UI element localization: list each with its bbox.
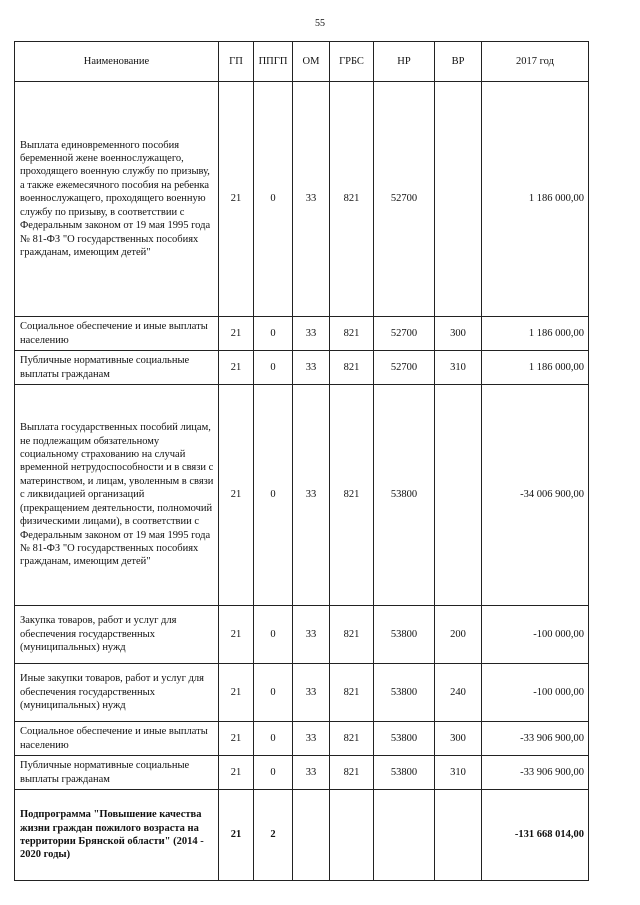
header-nr: НР	[374, 42, 435, 82]
header-om: ОМ	[293, 42, 330, 82]
table-row	[15, 722, 589, 756]
row-om: 33	[293, 722, 330, 756]
row-grbs: 821	[330, 664, 374, 722]
row-gp: 21	[219, 351, 254, 385]
row-name: Социальное обеспечение и иные выплаты населению	[15, 317, 219, 351]
row-gp: 21	[219, 722, 254, 756]
row-ppgp: 0	[254, 664, 293, 722]
row-ppgp: 0	[254, 722, 293, 756]
row-amount: -33 906 900,00	[482, 722, 589, 756]
table-row	[15, 790, 589, 881]
row-nr: 53800	[374, 385, 435, 606]
row-nr: 52700	[374, 317, 435, 351]
row-vr: 200	[435, 606, 482, 664]
row-ppgp: 0	[254, 82, 293, 317]
row-nr: 53800	[374, 722, 435, 756]
row-gp: 21	[219, 317, 254, 351]
row-gp: 21	[219, 606, 254, 664]
header-row	[15, 42, 589, 82]
row-amount: -100 000,00	[482, 606, 589, 664]
header-gp: ГП	[219, 42, 254, 82]
table-row	[15, 385, 589, 606]
row-vr	[435, 385, 482, 606]
table-row	[15, 82, 589, 317]
row-amount: 1 186 000,00	[482, 82, 589, 317]
table-row	[15, 351, 589, 385]
budget-table	[14, 41, 589, 881]
header-year: 2017 год	[482, 42, 589, 82]
row-name: Выплата единовременного пособия беременной жене военнослужащего, проходящего военную службу по призыву, а также ежемесячного пособия на ребенка военнослужащего, проходящего военную службу по призыву, в соответствии с Федеральным законом от 19 мая 1995 года № 81-ФЗ "О государственных пособиях гражданам, имеющим детей"	[15, 82, 219, 317]
row-grbs: 821	[330, 317, 374, 351]
row-grbs: 821	[330, 756, 374, 790]
row-vr	[435, 790, 482, 881]
row-nr: 53800	[374, 606, 435, 664]
row-nr: 53800	[374, 756, 435, 790]
row-nr: 52700	[374, 351, 435, 385]
row-om: 33	[293, 664, 330, 722]
row-vr: 310	[435, 756, 482, 790]
row-grbs: 821	[330, 385, 374, 606]
row-om: 33	[293, 606, 330, 664]
table-row	[15, 756, 589, 790]
row-ppgp: 0	[254, 317, 293, 351]
row-amount: -33 906 900,00	[482, 756, 589, 790]
row-ppgp: 0	[254, 756, 293, 790]
table-row	[15, 317, 589, 351]
row-vr	[435, 82, 482, 317]
row-grbs: 821	[330, 82, 374, 317]
row-amount: 1 186 000,00	[482, 317, 589, 351]
row-grbs: 821	[330, 606, 374, 664]
row-amount: 1 186 000,00	[482, 351, 589, 385]
header-ppgp: ППГП	[254, 42, 293, 82]
row-ppgp: 2	[254, 790, 293, 881]
row-om: 33	[293, 317, 330, 351]
row-vr: 310	[435, 351, 482, 385]
row-amount: -34 006 900,00	[482, 385, 589, 606]
row-om: 33	[293, 756, 330, 790]
row-name: Публичные нормативные социальные выплаты гражданам	[15, 351, 219, 385]
row-grbs: 821	[330, 351, 374, 385]
row-nr: 52700	[374, 82, 435, 317]
row-ppgp: 0	[254, 351, 293, 385]
row-gp: 21	[219, 664, 254, 722]
row-amount: -100 000,00	[482, 664, 589, 722]
header-name: Наименование	[15, 42, 219, 82]
page-number: 55	[315, 18, 325, 29]
row-ppgp: 0	[254, 385, 293, 606]
row-name: Выплата государственных пособий лицам, не подлежащим обязательному социальному страхованию на случай временной нетрудоспособности и в связи с материнством, и лицам, уволенным в связи с ликвидацией организаций (прекращением деятельности, полномочий физическими лицами), в соответствии с Федеральным законом от 19 мая 1995 года № 81-ФЗ "О государственных пособиях гражданам, имеющим детей"	[15, 385, 219, 606]
row-gp: 21	[219, 790, 254, 881]
row-grbs	[330, 790, 374, 881]
row-name: Публичные нормативные социальные выплаты гражданам	[15, 756, 219, 790]
row-grbs: 821	[330, 722, 374, 756]
row-vr: 300	[435, 317, 482, 351]
row-nr: 53800	[374, 664, 435, 722]
row-gp: 21	[219, 82, 254, 317]
row-nr	[374, 790, 435, 881]
header-vr: ВР	[435, 42, 482, 82]
row-vr: 240	[435, 664, 482, 722]
row-vr: 300	[435, 722, 482, 756]
row-amount: -131 668 014,00	[482, 790, 589, 881]
row-name: Подпрограмма "Повышение качества жизни граждан пожилого возраста на территории Брянской области" (2014 - 2020 годы)	[15, 790, 219, 881]
row-name: Социальное обеспечение и иные выплаты населению	[15, 722, 219, 756]
row-gp: 21	[219, 385, 254, 606]
row-name: Иные закупки товаров, работ и услуг для обеспечения государственных (муниципальных) нужд	[15, 664, 219, 722]
row-name: Закупка товаров, работ и услуг для обеспечения государственных (муниципальных) нужд	[15, 606, 219, 664]
row-om: 33	[293, 385, 330, 606]
table-row	[15, 664, 589, 722]
row-ppgp: 0	[254, 606, 293, 664]
row-om	[293, 790, 330, 881]
row-gp: 21	[219, 756, 254, 790]
table-row	[15, 606, 589, 664]
row-om: 33	[293, 82, 330, 317]
row-om: 33	[293, 351, 330, 385]
header-grbs: ГРБС	[330, 42, 374, 82]
